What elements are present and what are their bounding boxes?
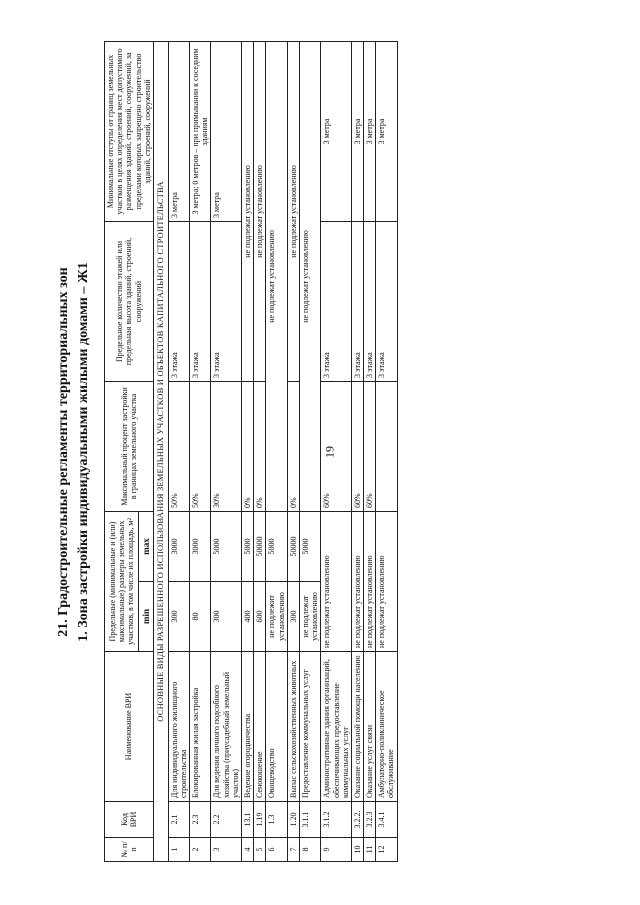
row-num: 6 [266, 838, 287, 862]
row-max: 50000 [254, 511, 266, 581]
row-max: 5000 [242, 511, 254, 581]
row-num: 7 [287, 838, 299, 862]
row-num: 9 [321, 838, 352, 862]
header-max: max [139, 511, 154, 581]
row-setback: 3 метра [364, 41, 376, 221]
header-code: Код ВРИ [105, 802, 154, 838]
row-percent: 0% [254, 381, 266, 511]
header-name: Наименование ВРИ [105, 652, 154, 802]
row-setback: 3 метра [211, 41, 242, 221]
row-area-note: не подлежат установлению [351, 511, 363, 651]
row-name: Оказание услуг связи [364, 652, 376, 802]
row-floors: не подлежат установлению [287, 41, 299, 381]
row-code: 1.20 [287, 802, 299, 838]
row-num: 11 [364, 838, 376, 862]
row-code: 3.1.1 [299, 802, 320, 838]
row-percent: 0% [287, 381, 299, 511]
row-setback: 3 метра; 0 метров – при примыкании к соседним зданиям [190, 41, 211, 221]
row-floors: не подлежат установлению [266, 41, 287, 511]
row-num: 5 [254, 838, 266, 862]
row-min: 300 [287, 582, 299, 652]
section-title: ОСНОВНЫЕ ВИДЫ РАЗРЕШЕННОГО ИСПОЛЬЗОВАНИЯ ЗЕМЕЛЬНЫХ УЧАСТКОВ И ОБЪЕКТОВ КАПИТАЛЬНОГО СТРОИТЕЛЬСТВА [153, 41, 168, 861]
header-num: № п/п [105, 838, 154, 862]
row-min: 80 [190, 582, 211, 652]
row-name: Ведение огородничества [242, 652, 254, 802]
row-area-note: не подлежат установлению [376, 511, 397, 651]
table-row [364, 41, 376, 861]
table-row [299, 41, 320, 861]
row-min: 300 [211, 582, 242, 652]
header-setback: Минимальные отступы от границ земельных участков в целях определения мест допустимого размещения зданий, строений, сооружений, за пределами которых запрещено строительство зданий, строений, сооружений [105, 41, 154, 221]
document-title: 21. Градостроительные регламенты территориальных зон [56, 267, 71, 637]
row-name: Блокированная жилая застройка [190, 652, 211, 802]
row-floors: 3 этажа [321, 221, 352, 381]
row-min: 400 [242, 582, 254, 652]
page-number: 19 [322, 446, 337, 458]
row-percent: 50% [190, 381, 211, 511]
row-percent: 60% [321, 381, 352, 511]
row-name: Сенокошение [254, 652, 266, 802]
rotated-page-content [40, 32, 600, 872]
row-name: Предоставление коммунальных услуг [299, 652, 320, 802]
row-min: не подлежит установлению [266, 582, 287, 652]
table-row [254, 41, 266, 861]
row-num: 10 [351, 838, 363, 862]
row-floors: 3 этажа [364, 221, 376, 381]
table-row [321, 41, 352, 861]
row-name: Оказание социальной помощи населению [351, 652, 363, 802]
row-setback: 3 метра [351, 41, 363, 221]
row-num: 3 [211, 838, 242, 862]
table-row [351, 41, 363, 861]
row-floors: 3 этажа [211, 221, 242, 381]
row-max: 3000 [168, 511, 189, 581]
row-floors: не подлежат установлению [299, 41, 320, 511]
row-name: Амбулаторно-поликлиническое обслуживание [376, 652, 397, 802]
row-floors: 3 этажа [190, 221, 211, 381]
header-percent: Максимальный процент застройки в границах земельного участка [105, 381, 154, 511]
row-area-note: не подлежат установлению [364, 511, 376, 651]
row-name: Для ведения личного подсобного хозяйства (приусадебный земельный участок) [211, 652, 242, 802]
table-row [168, 41, 189, 861]
row-num: 4 [242, 838, 254, 862]
row-code: 3.1.2 [321, 802, 352, 838]
row-floors: не подлежат установлению [254, 41, 266, 381]
row-num: 12 [376, 838, 397, 862]
row-max: 3000 [190, 511, 211, 581]
row-num: 2 [190, 838, 211, 862]
row-percent: 0% [242, 381, 254, 511]
row-name: Выпас сельскохозяйственных животных [287, 652, 299, 802]
row-percent [376, 381, 397, 511]
row-min: не подлежат установлению [299, 582, 320, 652]
row-max: 50000 [287, 511, 299, 581]
row-setback: 3 метра [376, 41, 397, 221]
row-max: 5000 [211, 511, 242, 581]
table-row [287, 41, 299, 861]
row-floors: 3 этажа [376, 221, 397, 381]
regulations-table [104, 41, 398, 862]
row-max: 5000 [266, 511, 287, 581]
row-setback: 3 метра [321, 41, 352, 221]
header-min: min [139, 582, 154, 652]
document-subtitle: 1. Зона застройки индивидуальными жилыми домами – Ж1 [76, 262, 91, 642]
row-area-note: не подлежат установлению [321, 511, 352, 651]
row-min: 300 [168, 582, 189, 652]
row-min: 600 [254, 582, 266, 652]
row-floors: 3 этажа [351, 221, 363, 381]
table-row [376, 41, 397, 861]
row-percent: 60% [351, 381, 363, 511]
row-code: 1.3 [266, 802, 287, 838]
row-name: Административные здания организаций, обеспечивающих предоставление коммунальных услуг [321, 652, 352, 802]
row-percent: 50% [168, 381, 189, 511]
row-name: Для индивидуального жилищного строительства [168, 652, 189, 802]
row-max: 5000 [299, 511, 320, 581]
row-code: 1.19 [254, 802, 266, 838]
row-code: 3.2.3 [364, 802, 376, 838]
row-code: 3.4.1 [376, 802, 397, 838]
row-name: Овощеводство [266, 652, 287, 802]
header-floors: Предельное количество этажей или предельная высота зданий, строений, сооружений [105, 221, 154, 381]
row-code: 2.3 [190, 802, 211, 838]
table-row [190, 41, 211, 861]
row-code: 13.1 [242, 802, 254, 838]
table-row [266, 41, 287, 861]
row-code: 2.1 [168, 802, 189, 838]
row-floors: не подлежат установлению [242, 41, 254, 381]
row-floors: 3 этажа [168, 221, 189, 381]
row-setback: 3 метра [168, 41, 189, 221]
row-percent: 60% [364, 381, 376, 511]
row-percent: 30% [211, 381, 242, 511]
header-area: Предельные (минимальные и (или) максимальные) размеры земельных участков, в том числе их площадь, м² [105, 511, 139, 651]
table-row [211, 41, 242, 861]
table-row [242, 41, 254, 861]
row-code: 2.2 [211, 802, 242, 838]
row-num: 8 [299, 838, 320, 862]
row-num: 1 [168, 838, 189, 862]
row-code: 3.2.2. [351, 802, 363, 838]
